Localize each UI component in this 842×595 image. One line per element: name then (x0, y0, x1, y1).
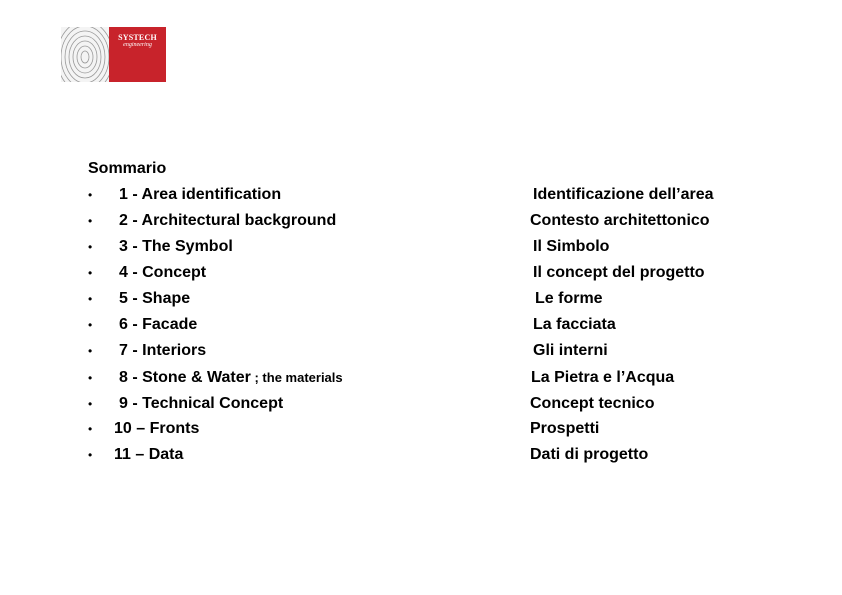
item-english-label (119, 237, 233, 257)
item-english-label (119, 263, 206, 283)
list-item (0, 394, 842, 414)
item-italian-label: Concept tecnico (530, 395, 655, 412)
item-english-note: ; the materials (250, 370, 343, 385)
item-italian-label: Identificazione dell’area (533, 186, 714, 203)
item-english-label (119, 185, 281, 205)
list-item (0, 185, 842, 205)
item-italian-label: La facciata (533, 316, 616, 333)
item-italian-label: Il Simbolo (533, 238, 610, 255)
item-english-title: 1 - Area identification (119, 186, 282, 203)
list-item (0, 237, 842, 257)
bullet-icon: • (88, 318, 93, 332)
bullet-icon: • (88, 371, 93, 385)
item-english-title: 5 - Shape (119, 290, 191, 307)
list-item (0, 368, 842, 388)
item-english-label (119, 211, 336, 231)
item-english-title: 2 - Architectural background (119, 212, 337, 229)
bullet-icon: • (88, 448, 93, 462)
item-italian-label: Le forme (535, 290, 603, 307)
list-item (0, 341, 842, 361)
logo-subtitle: engineering (123, 42, 152, 48)
item-english-title: 7 - Interiors (119, 342, 207, 359)
item-english-label (114, 445, 183, 465)
item-english-title: 11 – Data (114, 446, 184, 463)
list-item (0, 263, 842, 283)
item-english-label (119, 289, 190, 309)
item-italian-label: Contesto architettonico (530, 212, 710, 229)
list-item (0, 315, 842, 335)
bullet-icon: • (88, 397, 93, 411)
item-english-title: 9 - Technical Concept (119, 395, 284, 412)
item-italian-label: Gli interni (533, 342, 608, 359)
bullet-icon: • (88, 292, 93, 306)
bullet-icon: • (88, 188, 93, 202)
item-english-title: 6 - Facade (119, 316, 198, 333)
company-logo (61, 27, 166, 82)
logo-wordmark (109, 27, 166, 82)
item-english-title: 10 – Fronts (114, 420, 200, 437)
bullet-icon: • (88, 344, 93, 358)
list-item (0, 289, 842, 309)
item-english-label (119, 368, 343, 388)
bullet-icon: • (88, 214, 93, 228)
list-item (0, 445, 842, 465)
item-english-title: 3 - The Symbol (119, 238, 233, 255)
item-italian-label: La Pietra e l’Acqua (531, 369, 675, 386)
bullet-icon: • (88, 266, 93, 280)
logo-name: SYSTECH (118, 33, 157, 42)
bullet-icon: • (88, 422, 93, 436)
item-italian-label: Prospetti (530, 420, 600, 437)
item-english-label (119, 315, 197, 335)
item-english-label (114, 419, 199, 439)
item-italian-label: Il concept del progetto (533, 264, 705, 281)
bullet-icon: • (88, 240, 93, 254)
item-english-label (119, 394, 283, 414)
item-italian-label: Dati di progetto (530, 446, 649, 463)
item-english-label (119, 341, 206, 361)
list-item (0, 211, 842, 231)
page-title: Sommario (88, 160, 167, 177)
list-item (0, 419, 842, 439)
fingerprint-icon (61, 27, 109, 82)
item-english-title: 8 - Stone & Water (119, 369, 251, 386)
item-english-title: 4 - Concept (119, 264, 207, 281)
